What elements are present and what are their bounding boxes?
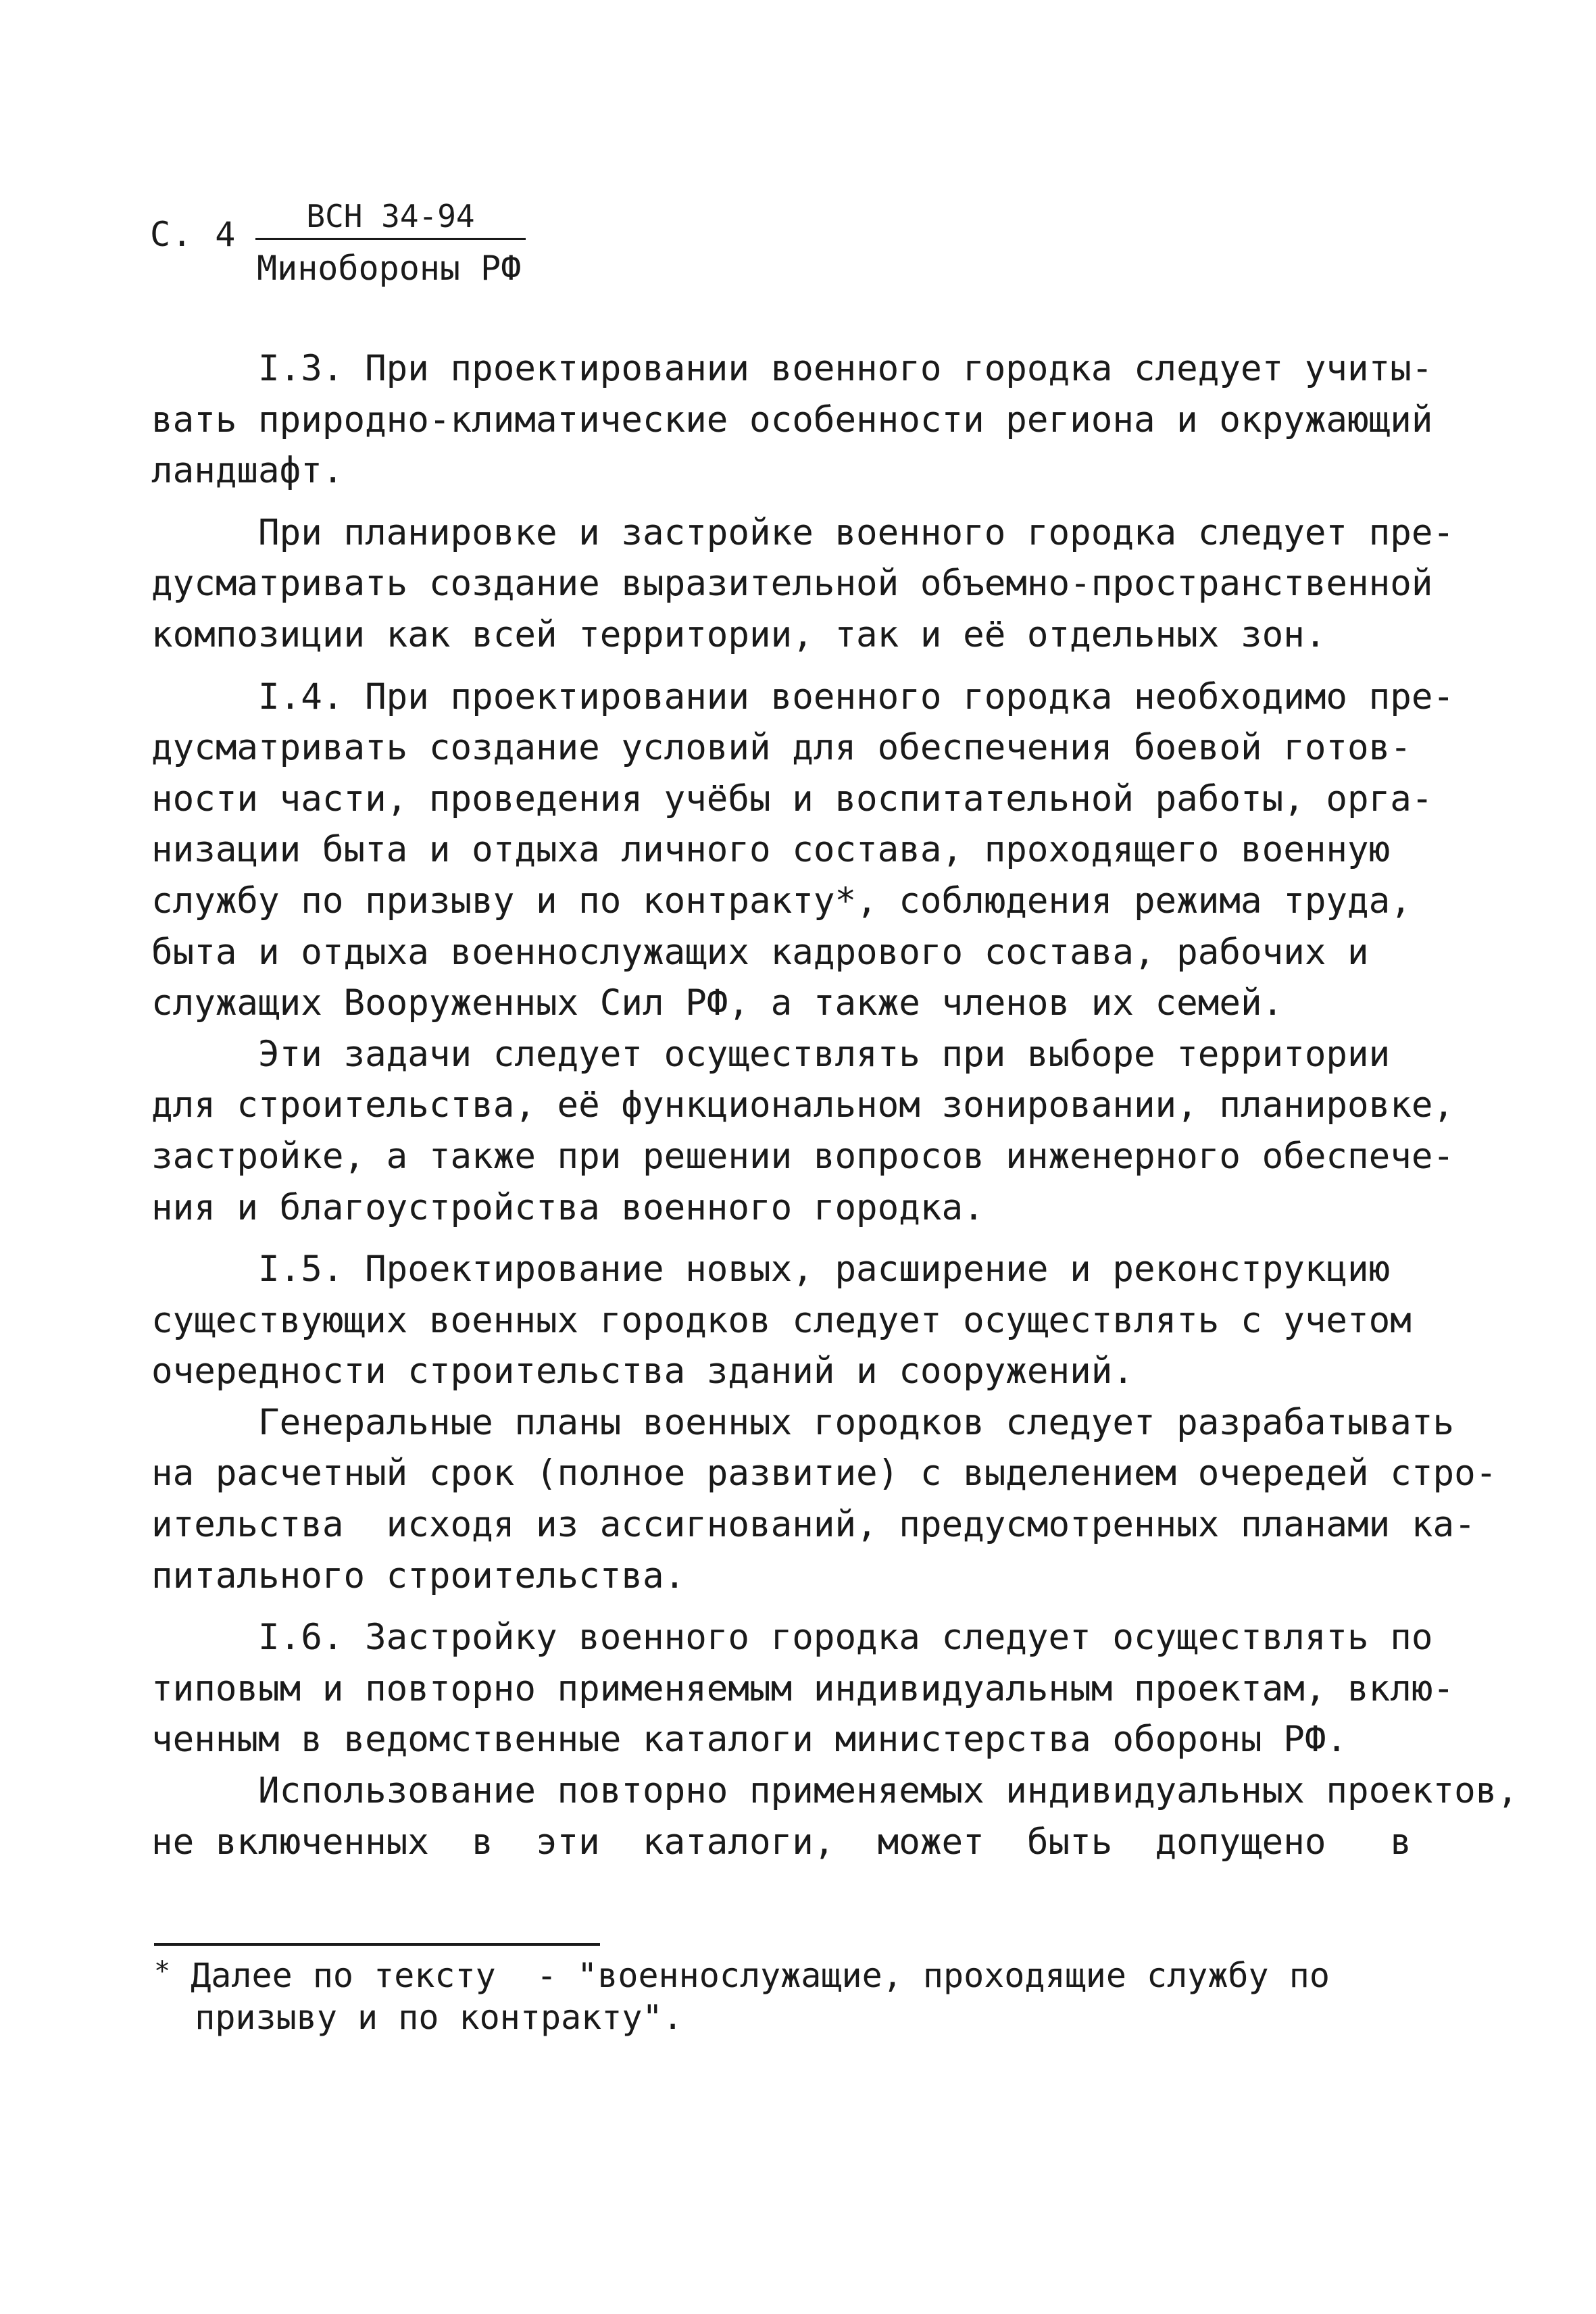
text-line: быта и отдыха военнослужащих кадрового состава, рабочих и: [151, 931, 1369, 973]
text-line: питального строительства.: [151, 1555, 686, 1596]
text-line: I.3. При проектировании военного городка следует учиты-: [151, 348, 1433, 389]
text-line: Эти задачи следует осуществлять при выборе территории: [151, 1033, 1391, 1075]
text-line: ительства исходя из ассигнований, предусмотренных планами ка-: [151, 1504, 1476, 1546]
text-line: не включенных в эти каталоги, может быть допущено в: [151, 1821, 1412, 1863]
footnote-line: призыву и по контракту".: [195, 1998, 683, 2037]
footnote: [154, 1956, 1330, 2037]
footnote-mark: *: [154, 1956, 171, 1987]
text-line: I.5. Проектирование новых, расширение и реконструкцию: [151, 1249, 1391, 1290]
text-line: для строительства, её функциональном зонировании, планировке,: [151, 1084, 1455, 1126]
text-line: очередности строительства зданий и сооружений.: [151, 1351, 1134, 1392]
document-code: ВСН 34-94: [255, 196, 526, 240]
text-line: ности части, проведения учёбы и воспитательной работы, орга-: [151, 778, 1433, 820]
text-line: дусматривать создание условий для обеспечения боевой готов-: [151, 727, 1412, 769]
body-text: [151, 343, 1518, 1867]
text-line: Использование повторно применяемых индивидуальных проектов,: [151, 1770, 1518, 1812]
text-line: I.4. При проектировании военного городка необходимо пре-: [151, 676, 1455, 718]
text-line: застройке, а также при решении вопросов инженерного обеспече-: [151, 1135, 1455, 1177]
text-line: на расчетный срок (полное развитие) с выделением очередей стро-: [151, 1453, 1497, 1494]
text-line: ландшафт.: [151, 450, 344, 492]
page-number: С. 4: [150, 215, 237, 254]
text-line: При планировке и застройке военного городка следует пре-: [151, 511, 1455, 553]
text-line: дусматривать создание выразительной объемно-пространственной: [151, 563, 1433, 605]
footnote-divider: [154, 1943, 600, 1946]
document-owner: Минобороны РФ: [257, 249, 522, 288]
text-line: службу по призыву и по контракту*, соблюдения режима труда,: [151, 880, 1412, 922]
text-line: типовым и повторно применяемым индивидуальным проектам, вклю-: [151, 1667, 1455, 1709]
text-line: вать природно-климатические особенности региона и окружающий: [151, 399, 1433, 441]
text-line: I.6. Застройку военного городка следует осуществлять по: [151, 1617, 1433, 1659]
text-line: служащих Вооруженных Сил РФ, а также членов их семей.: [151, 982, 1284, 1024]
text-line: низации быта и отдыха личного состава, проходящего военную: [151, 829, 1391, 871]
text-line: композиции как всей территории, так и её отдельных зон.: [151, 613, 1326, 655]
text-line: ния и благоустройства военного городка.: [151, 1186, 984, 1228]
text-line: ченным в ведомственные каталоги министерства обороны РФ.: [151, 1719, 1348, 1761]
footnote-line: Далее по тексту - "военнослужащие, проходящие службу по: [191, 1956, 1330, 1995]
text-line: существующих военных городков следует осуществлять с учетом: [151, 1299, 1412, 1341]
text-line: Генеральные планы военных городков следует разрабатывать: [151, 1401, 1455, 1443]
